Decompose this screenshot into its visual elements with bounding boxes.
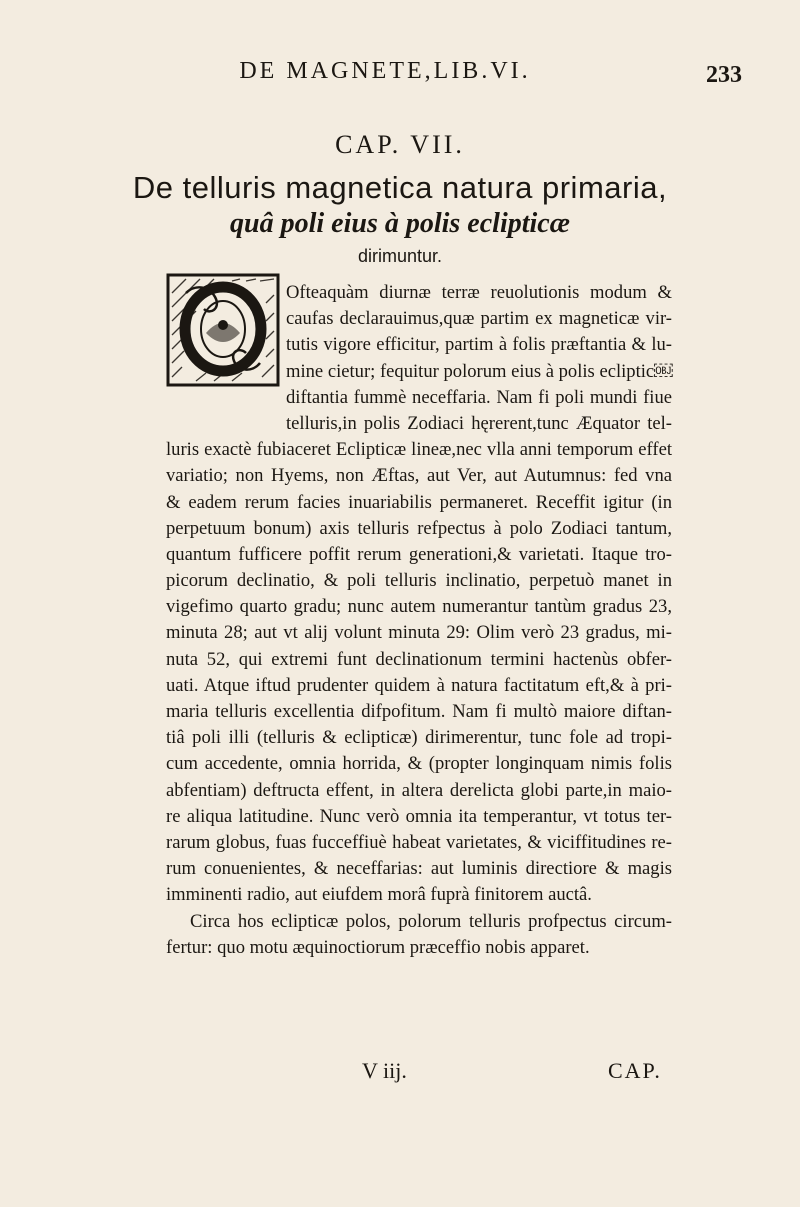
text-line: re aliqua latitudine. Nunc verò omnia ita temperantur, vt totus ter- — [166, 805, 672, 827]
text-line: variatio; non Hyems, non Æftas, aut Ver, aut Autumnus: fed vna — [166, 465, 672, 487]
text-line: diftantia fummè neceffaria. Nam fi poli mundi fiue — [286, 386, 672, 408]
text-line: cum accedente, omnia horrida, & (propter longinquam nimis folis — [166, 753, 672, 775]
text-line: picorum declinatio, & poli telluris inclinatio, perpetuò manet in — [166, 570, 672, 592]
text-line: rarum globus, fuas fucceffiuè habeat varietates, & viciffitudines re- — [166, 831, 672, 853]
chapter-heading: CAP. VII. — [335, 130, 465, 159]
text-line: abfentiam) deftructa effent, in altera derelicta globi parte,in maio- — [166, 779, 672, 801]
text-line: fertur: quo motu æquinoctiorum præceffio nobis apparet. — [166, 936, 590, 958]
text-line: rum conuenientes, & neceffarias: aut luminis directiore & magis — [166, 858, 672, 880]
page-number: 233 — [706, 62, 742, 88]
text-line: Circa hos eclipticæ polos, polorum telluris profpectus circum- — [190, 910, 672, 932]
body-text — [166, 280, 672, 961]
text-line: caufas declarauimus,quæ partim ex magneticæ vir- — [286, 308, 672, 330]
chapter-subtitle: quâ poli eius à polis eclipticæ — [230, 208, 570, 239]
text-line: nuta 52, qui extremi funt declinationum termini hactenùs obfer- — [166, 648, 672, 670]
chapter-subtitle-continued: dirimuntur. — [357, 246, 443, 266]
chapter-title: De telluris magnetica natura primaria, — [132, 170, 668, 205]
signature-mark: V iij. — [362, 1058, 407, 1083]
text-line: uati. Atque iftud prudenter quidem à natura factitatum eft,& à pri- — [166, 674, 672, 696]
text-line: perpetuum bonum) axis telluris refpectus à polo Zodiaci tantum, — [166, 517, 672, 539]
text-line: mine cietur; fequitur polorum eius à polis ecliptic￼ — [286, 360, 673, 382]
text-line: tiâ poli illi (telluris & eclipticæ) dirimerentur, tunc fole ad tropi- — [166, 727, 672, 749]
text-line: quantum fufficere poffit rerum generationi,& varietati. Itaque tro- — [166, 543, 672, 565]
catchword: CAP. — [608, 1058, 662, 1083]
text-line: tutis vigore efficitur, partim à folis præftantia & lu- — [286, 334, 672, 356]
text-line: minuta 28; aut vt alij volunt minuta 29: Olim verò 23 gradus, mi- — [166, 622, 672, 644]
text-line: telluris,in polis Zodiaci hęrerent,tunc Æquator tel- — [286, 412, 672, 434]
running-head: DE MAGNETE,LIB.VI. — [239, 58, 531, 84]
text-line: imminenti radio, aut eiufdem morâ fuprà finitorem auctâ. — [166, 884, 592, 906]
text-line: maria telluris excellentia difpofitum. Nam fi multò maiore diftan- — [166, 701, 672, 722]
text-line: vigefimo quarto gradu; nunc autem numerantur tantùm gradus 23, — [166, 596, 672, 618]
text-line: Ofteaquàm diurnæ terræ reuolutionis modum & — [286, 282, 672, 303]
text-line: & eadem rerum facies inuariabilis permaneret. Receffit igitur (in — [166, 491, 672, 513]
text-line: luris exactè fubiaceret Eclipticæ lineæ,nec vlla anni temporum effet — [166, 439, 672, 461]
